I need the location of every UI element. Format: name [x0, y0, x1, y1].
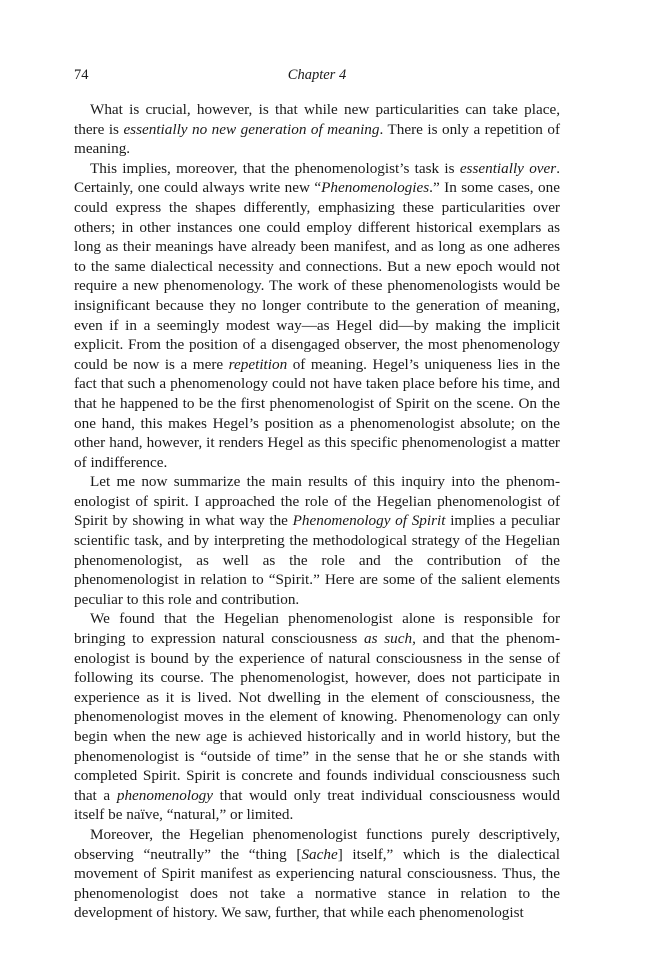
- page-number: 74: [74, 67, 89, 83]
- running-head: [74, 64, 560, 86]
- paragraph: Let me now summarize the main results of this inquiry into the phenomenologist of spirit. I approached the role of the Hegelian phenomenologist of Spirit by showing in what way the Phenomenology of Spirit implies a peculiar scientific task, and by interpreting the methodological strategy of the Hegelian phenomenologist, as well as the role and the contribution of the phenomenologist in relation to “Spirit.” Here are some of the salient elements peculiar to this role and contribution.: [74, 473, 560, 608]
- paragraph: Moreover, the Hegelian phenomenologist functions purely descriptively, observing “neutrally” the “thing [Sache] itself,” which is the dialectical movement of Spirit manifest as experiencing natural consciousness. Thus, the phenomenologist does not take a normative stance in relation to the development of history. We saw, further, that while each phenomenologist: [74, 825, 560, 922]
- paragraph: We found that the Hegelian phenomenologist alone is responsible for bringing to expression natural consciousness as such, and that the phenomenologist is bound by the experience of natural consciousness in the sense of following its course. The phenomenologist, however, does not participate in experience as it is lived. Not dwelling in the element of consciousness, the phenomenologist moves in the element of knowing. Phenomenology can only begin when the new age is achieved historically and in world history, but the phenomenologist is “outside of time” in the sense that he or she stands with completed Spirit. Spirit is concrete and founds individual consciousness such that a phenomenology that would only treat individual consciousness would itself be naïve, “natural,” or limited.: [74, 610, 561, 824]
- paragraph: This implies, moreover, that the phenomenologist’s task is essentially over. Certainly, one could always write new “Phenomenologies.” In some cases, one could express the shapes differently, emphasizing these particularities over others; in other instances one could employ different historical exemplars as long as their meanings have already been manifest, and as long as one adheres to the same dialectical necessity and connections. But a new epoch would not require a new phenomenology. The work of these phenomenologists would be insignificant because they no longer contribute to the generation of meaning, even if in a seemingly modest way—as Hegel did—by making the implicit explicit. From the position of a disengaged observer, the most phenomenology could be now is a mere repetition of meaning. Hegel’s uniqueness lies in the fact that such a phenomenology could not have taken place before his time, and that he happened to be the first phenomenologist of Spirit on the scene. On the one hand, this makes Hegel’s position as a phenomenologist absolute; on the other hand, however, it renders Hegel as this specific phenomenologist a matter of indifference.: [74, 159, 560, 471]
- paragraph: What is crucial, however, is that while new particularities can take place, there is essentially no new generation of meaning. There is only a repetition of meaning.: [74, 101, 561, 158]
- book-page: [74, 64, 560, 923]
- body-text: [74, 100, 560, 923]
- chapter-title: Chapter 4: [287, 67, 347, 83]
